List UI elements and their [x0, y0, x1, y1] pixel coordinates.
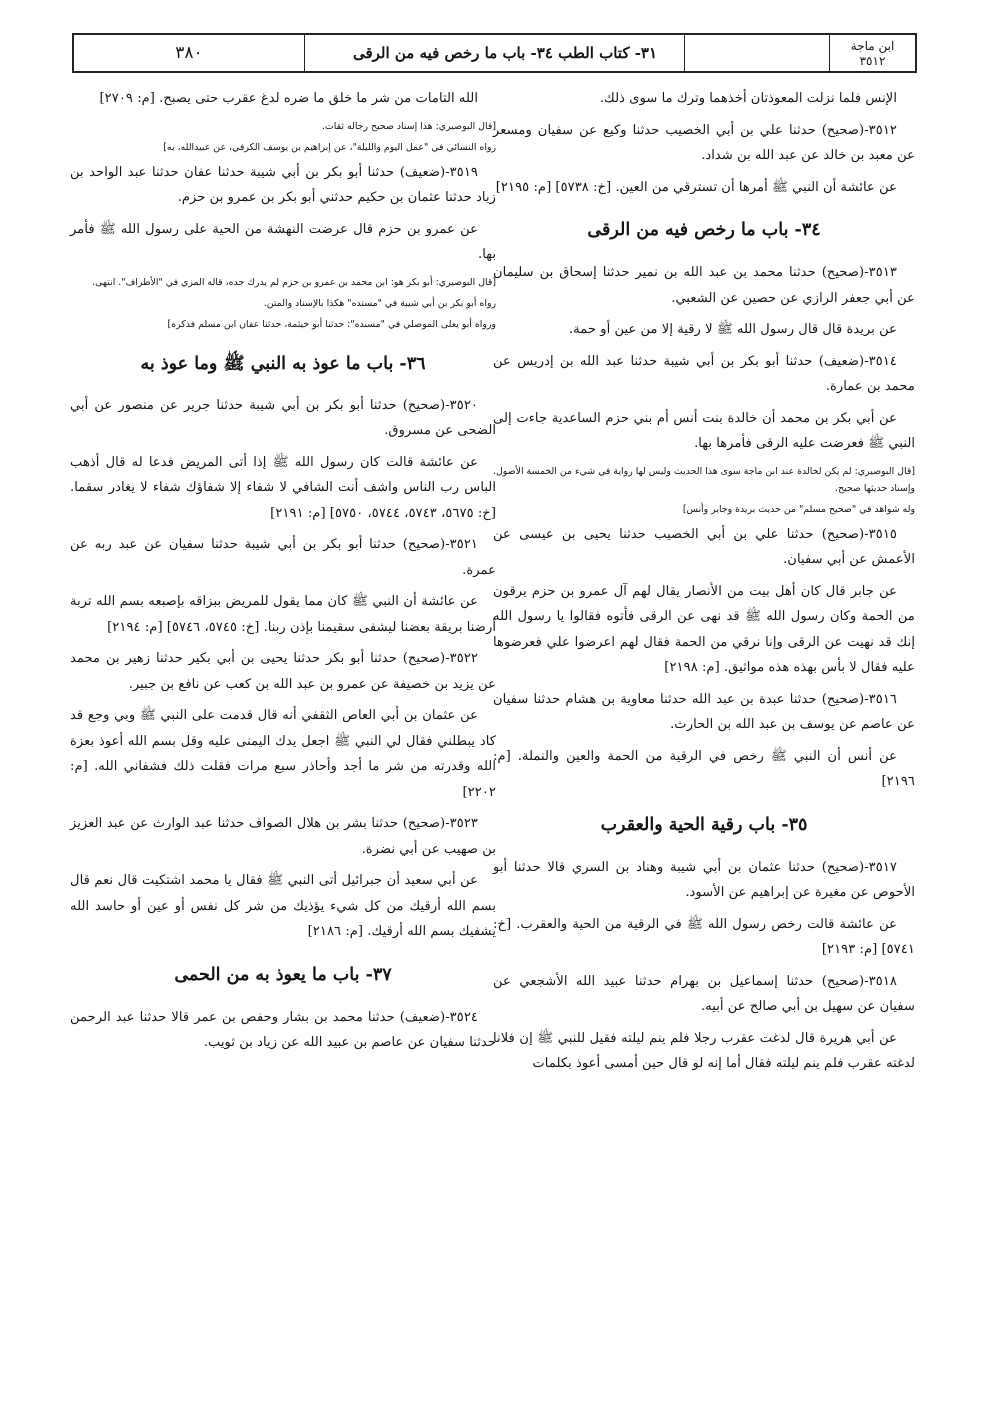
hadith-paragraph: عن أبي هريرة قال لدغت عقرب رجلا فلم ينم ليلته فقيل للنبي ﷺ إن فلانا لدغته عقرب فلم ينم ليلته فقال أما إنه لو قال حين أمسى أعوذ بكلمات — [493, 1030, 915, 1071]
hadith-paragraph: ٣٥١٤-(ضعيف) حدثنا أبو بكر بن أبي شيبة حدثنا عبد الله بن إدريس عن محمد بن عمارة. — [493, 353, 915, 394]
footnote: ورواه أبو يعلى الموصلي في "مسنده": حدثنا أبو خيثمة، حدثنا عفان ابن مسلم فذكره] — [167, 318, 496, 330]
footnote: [قال البوصيري: لم يكن لخالدة عند ابن ماجة سوى هذا الحديث وليس لها رواية في شيء من الخمسة الأصول. وإسناد حديثها صحيح. — [493, 465, 915, 494]
hadith-paragraph: ٣٥١٣-(صحيح) حدثنا محمد بن عبد الله بن نمير حدثنا إسحاق بن سليمان عن أبي جعفر الرازي عن حصين عن الشعبي. — [493, 265, 915, 306]
text-column-right — [493, 86, 915, 1083]
hadith-paragraph: الله التامات من شر ما خلق ما ضره لدغ عقرب حتى يصبح. [م: ٢٧٠٩] — [99, 91, 478, 106]
hadith-paragraph: عن أبي بكر بن محمد أن خالدة بنت أنس أم بني حزم الساعدية جاءت إلى النبي ﷺ فعرضت عليه الرقى فأمرها بها. — [493, 410, 915, 451]
header-source-book: ابن ماجة — [850, 39, 895, 53]
chapter-heading: ٣٧- باب ما يعوذ به من الحمى — [174, 964, 392, 985]
footnote: [قال البوصيري: هذا إسناد صحيح رجاله ثقات. — [321, 120, 496, 132]
hadith-paragraph: ٣٥١٧-(صحيح) حدثنا عثمان بن أبي شيبة وهناد بن السري قالا حدثنا أبو الأحوص عن مغيرة عن إبراهيم عن الأسود. — [493, 859, 915, 900]
page-number: ٣٨٠ — [175, 43, 203, 63]
chapter-heading: ٣٤- باب ما رخص فيه من الرقى — [587, 220, 821, 240]
hadith-paragraph: ٣٥١٥-(صحيح) حدثنا علي بن أبي الخصيب حدثنا يحيى بن عيسى عن الأعمش عن أبي سفيان. — [493, 526, 915, 567]
footnote: وله شواهد في "صحيح مسلم" من حديث بريدة وجابر وأنس] — [682, 503, 915, 515]
hadith-paragraph: عن عمرو بن حزم قال عرضت النهشة من الحية على رسول الله ﷺ فأمر بها. — [70, 221, 496, 262]
hadith-paragraph: ٣٥٢١-(صحيح) حدثنا أبو بكر بن أبي شيبة حدثنا سفيان عن عبد ربه عن عمرة. — [70, 537, 496, 578]
hadith-paragraph: عن بريدة قال قال رسول الله ﷺ لا رقية إلا من عين أو حمة. — [568, 322, 897, 337]
footnote: رواه النسائي في "عمل اليوم والليلة"، عن إبراهيم بن يوسف الكرفي، عن عبيدالله، به] — [163, 141, 496, 153]
hadith-paragraph: عن عثمان بن أبي العاص الثقفي أنه قال قدمت على النبي ﷺ وبي وجع قد كاد يبطلني فقال لي النبي ﷺ اجعل يدك اليمنى عليه وقل بسم الله أعوذ بعزة الله وقدرته من شر ما أجد وأحاذر سبع مرات فقلت ذلك فشفاني الله. [م: ٢٢٠٢] — [70, 708, 496, 800]
footnote: [قال البوصيري: أبو بكر هو: ابن محمد بن عمرو بن حزم لم يدرك جده، قاله المزي في "الأطراف". انتهى. — [92, 276, 496, 288]
hadith-paragraph: ٣٥١٢-(صحيح) حدثنا علي بن أبي الخصيب حدثنا وكيع عن سفيان ومسعر عن معبد بن خالد عن عبد الله بن شداد. — [493, 122, 915, 163]
chapter-heading: ٣٥- باب رقية الحية والعقرب — [600, 814, 808, 835]
hadith-paragraph: عن عائشة أن النبي ﷺ كان مما يقول للمريض ببزاقه بإصبعه بسم الله تربة أرضنا بريقة بعضنا ليشفى سقيمنا بإذن ربنا. [خ: ٥٧٤٥، ٥٧٤٦] [م: ٢١٩٤] — [70, 594, 496, 635]
hadith-paragraph: ٣٥١٨-(صحيح) حدثنا إسماعيل بن بهرام حدثنا عبيد الله الأشجعي عن سفيان عن سهيل بن أبي صالح عن أبيه. — [493, 973, 915, 1014]
hadith-paragraph: ٣٥٢٤-(ضعيف) حدثنا محمد بن بشار وحفص بن عمر قالا حدثنا عبد الرحمن حدثنا سفيان عن عاصم بن عبيد الله عن زياد بن ثويب. — [70, 1009, 496, 1050]
hadith-paragraph: ٣٥٢٣-(صحيح) حدثنا بشر بن هلال الصواف حدثنا عبد الوارث عن عبد العزيز بن صهيب عن أبي نضرة. — [70, 816, 496, 857]
hadith-paragraph: ٣٥٢٢-(صحيح) حدثنا أبو بكر حدثنا يحيى بن أبي بكير حدثنا زهير بن محمد عن يزيد بن خصيفة عن عمرو بن عبد الله بن كعب عن نافع بن جبير. — [70, 651, 496, 692]
hadith-paragraph: عن أنس أن النبي ﷺ رخص في الرقية من الحمة والعين والنملة. [م: ٢١٩٦] — [493, 748, 915, 789]
header-divider — [304, 35, 305, 71]
text-column-left — [70, 86, 496, 1062]
hadith-paragraph: ٣٥١٩-(ضعيف) حدثنا أبو بكر بن أبي شيبة حدثنا عفان حدثنا عبد الواحد بن زياد حدثنا عثمان بن حكيم حدثني أبو بكر بن عمرو بن حزم. — [70, 164, 496, 205]
footnote: رواه أبو بكر بن أبي شيبة في "مسنده" هكذا بالإسناد والمتن. — [263, 297, 496, 309]
hadith-paragraph: عن جابر قال كان أهل بيت من الأنصار يقال لهم آل عمرو بن حزم يرقون من الحمة وكان رسول الله ﷺ قد نهى عن الرقى فأتوه فقالوا يا رسول الله إنك قد نهيت عن الرقى وإنا نرقي من الحمة فقال لهم اعرضوا علي فعرضوها عليه فقال لا بأس بهذه هذه مواثيق. [م: ٢١٩٨] — [493, 583, 915, 675]
page-header — [72, 33, 917, 73]
hadith-paragraph: عن عائشة قالت كان رسول الله ﷺ إذا أتى المريض فدعا له قال أذهب الباس رب الناس واشف أنت الشافي لا شفاء إلا شفاؤك شفاء لا يغادر سقما. [خ: ٥٦٧٥، ٥٧٤٣، ٥٧٤٤، ٥٧٥٠] [م: ٢١٩١] — [70, 454, 496, 521]
hadith-paragraph: عن عائشة أن النبي ﷺ أمرها أن تسترقي من العين. [خ: ٥٧٣٨] [م: ٢١٩٥] — [495, 179, 897, 195]
hadith-paragraph: الإنس فلما نزلت المعوذتان أخذهما وترك ما سوى ذلك. — [599, 91, 897, 106]
header-chapter-title: ٣١- كتاب الطب ٣٤- باب ما رخص فيه من الرقى — [352, 44, 658, 62]
hadith-paragraph: ٣٥٢٠-(صحيح) حدثنا أبو بكر بن أبي شيبة حدثنا جرير عن منصور عن أبي الضحى عن مسروق. — [70, 397, 496, 438]
chapter-heading: ٣٦- باب ما عوذ به النبي ﷺ وما عوذ به — [140, 353, 426, 374]
hadith-paragraph: ٣٥١٦-(صحيح) حدثنا عبدة بن عبد الله حدثنا معاوية بن هشام حدثنا سفيان عن عاصم عن يوسف بن عبد الله بن الحارث. — [493, 691, 915, 732]
hadith-paragraph: عن أبي سعيد أن جبرائيل أتى النبي ﷺ فقال يا محمد اشتكيت قال نعم قال بسم الله أرقيك من كل شيء يؤذيك من شر كل نفس أو عين أو حاسد الله يشفيك بسم الله أرقيك. [م: ٢١٨٦] — [70, 873, 496, 939]
header-source-ref — [830, 35, 915, 71]
header-source-number: ٣٥١٢ — [859, 54, 886, 68]
hadith-paragraph: عن عائشة قالت رخص رسول الله ﷺ في الرقية من الحية والعقرب. [خ: ٥٧٤١] [م: ٢١٩٣] — [493, 916, 915, 957]
header-divider — [829, 35, 830, 71]
